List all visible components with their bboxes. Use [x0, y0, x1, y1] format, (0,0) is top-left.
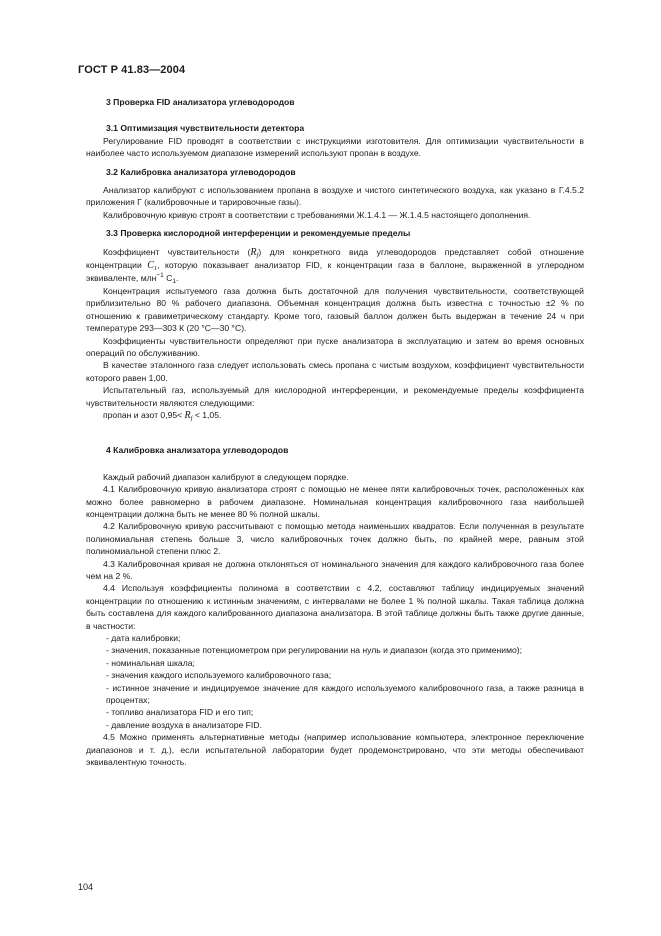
text-run: < 1,05. [194, 409, 222, 420]
section-4-1-text: 4.1 Калибровочную кривую анализатора строят с помощью не менее пяти калибровочных точек, расположенных как можно более равномерно в рабочем диапазоне. Номинальная концентрация калибровочного газа наибольшей концентрации должна быть не менее 80 % полной шкалы. [86, 484, 584, 519]
section-3-3-text-2: Концентрация испытуемого газа должна быть достаточной для получения чувствительности, соответствующей приблизительно 80 % рабочего диапазона. Объемная концентрация должна быть известна с точностью ±2 % по отношению к гравиметрическому стандарту. Кроме того, газовый баллон должен быть выдержан в течение 24 ч при температуре 293—303 К (20 °С—30 °С). [86, 285, 584, 334]
subscript: 1 [172, 278, 177, 286]
document-header: ГОСТ Р 41.83—2004 [78, 64, 186, 76]
list-item: - значения каждого используемого калибровочного газа; [106, 670, 332, 681]
section-4-intro: Каждый рабочий диапазон калибруют в следующем порядке. [103, 471, 349, 482]
document-body [86, 96, 584, 769]
section-3-3-title: 3.3 Проверка кислородной интерференции и рекомендуемые пределы [106, 228, 411, 239]
text-run: C [163, 273, 173, 284]
section-3-2-text-1: Анализатор калибруют с использованием пропана в воздухе и чистого синтетического воздуха, как указано в Г.4.5.2 приложения Г (калибровочные и тарировочные газы). [86, 185, 584, 208]
page-number: 104 [78, 882, 94, 892]
section-3-3-text-1 [86, 246, 584, 285]
text-run: Коэффициент чувствительности ( [103, 246, 251, 257]
rf-symbol: $R_f$ [184, 409, 193, 422]
section-3-title: 3 Проверка FID анализатора углеводородов [106, 97, 295, 107]
exponent: −1 [156, 272, 164, 280]
c1-symbol: $C_1$ [147, 260, 158, 273]
section-4-4-text: 4.4 Используя коэффициенты полинома в соответствии с 4.2, составляют таблицу индицируемых значений концентрации по отношению к истинным значениям, с интервалами не более 1 % полной шкалы. Такая таблица должна быть составлена для каждого калиброванного диапазона анализатора. В этой таблице должны быть также другие данные, в частности: [86, 583, 584, 631]
section-4-5-text: 4.5 Можно применять альтернативные методы (например использование компьютера, электронное переключение диапазонов и т. д.), если испытательной лаборатории будет продемонстрировано, что эти методы обеспечивают эквивалентную точность. [86, 732, 584, 768]
section-4-title: 4 Калибровка анализатора углеводородов [106, 445, 289, 456]
section-3-2-title: 3.2 Калибровка анализатора углеводородов [106, 166, 296, 177]
list-item: - дата калибровки; [106, 633, 181, 644]
rf-symbol: $R_f$ [250, 246, 259, 259]
list-item: - значения, показанные потенциометром при регулировании на нуль и диапазон (когда это применимо); [106, 645, 523, 656]
section-3-3-text-5: Испытательный газ, используемый для кислородной интерференции, и рекомендуемые пределы коэффициента чувствительности являются следующими: [86, 385, 584, 408]
section-3-3-limits [86, 409, 584, 422]
list-item: - номинальная шкала; [106, 657, 195, 668]
section-4-2-text: 4.2 Калибровочную кривую рассчитывают с помощью метода наименьших квадратов. Если полученная в результате полиномиальная степень больше 3, число калибровочных точек должно быть, по крайней мере, равным этой полиномиальной степени плюс 2. [86, 521, 584, 557]
list-item: - истинное значение и индицируемое значение для каждого используемого калибровочного газа, а также разница в процентах; [106, 682, 584, 706]
section-3-3-text-3: Коэффициенты чувствительности определяют при пуске анализатора в эксплуатацию и затем во время основных операций по обслуживанию. [86, 335, 584, 358]
section-3-1-text: Регулирование FID проводят в соответствии с инструкциями изготовителя. Для оптимизации чувствительности в наиболее часто используемом диапазоне измерений используют пропан в воздухе. [86, 135, 584, 159]
section-3-1-title: 3.1 Оптимизация чувствительности детектора [106, 123, 305, 134]
text-run: ) для конкретного вида углеводородов представляет собой отношение концентрации [86, 246, 584, 271]
section-4-3-text: 4.3 Калибровочная кривая не должна отклоняться от номинального значения для каждого калибровочного газа более чем на 2 %. [86, 558, 584, 581]
text-run: пропан и азот 0,95< [103, 409, 183, 420]
section-3-2-text-2: Калибровочную кривую строят в соответствии с требованиями Ж.1.4.1 — Ж.1.4.5 настоящего дополнения. [103, 209, 531, 220]
text-run: , которую показывает анализатор FID, к концентрации газа в баллоне, выраженной в углеродном эквиваленте, млн [86, 260, 584, 284]
list-item: - топливо анализатора FID и его тип; [106, 707, 254, 718]
section-3-3-text-4: В качестве эталонного газа следует использовать смесь пропана с чистым воздухом, коэффициент чувствительности которого равен 1,00. [86, 360, 584, 383]
text-run: . [176, 273, 179, 284]
list-item: - давление воздуха в анализаторе FID. [106, 719, 262, 730]
